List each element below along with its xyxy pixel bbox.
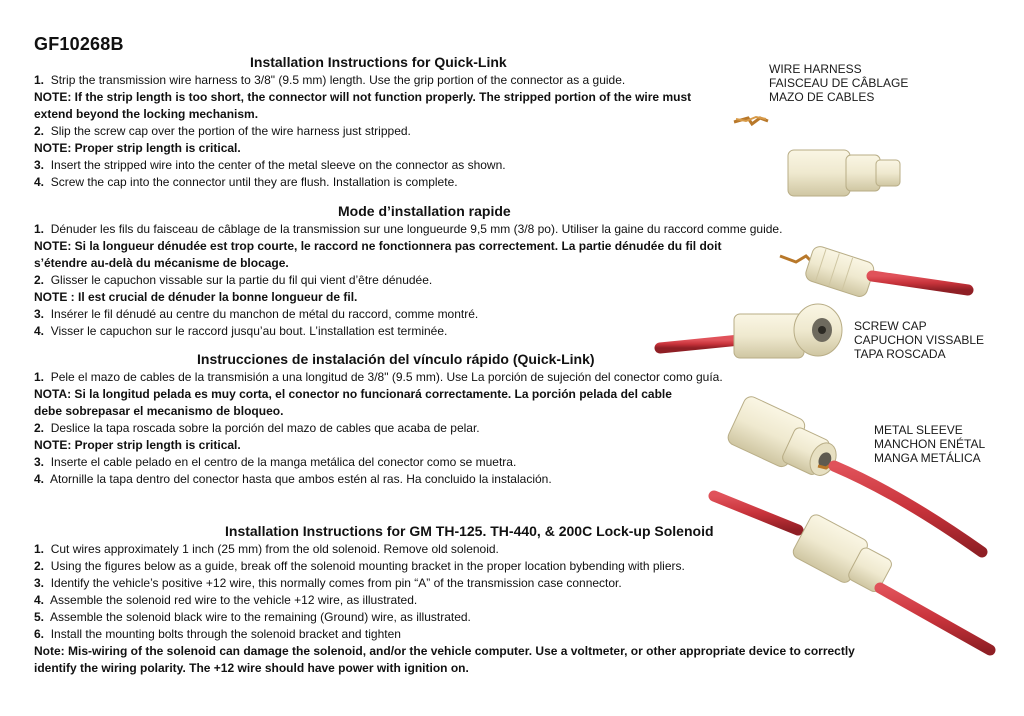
note-line: s’étendre au-delà du mécanisme de blocage. — [34, 256, 289, 270]
step-3: 3. Inserte el cable pelado en el centro de la manga metálica del conector como se muetra. — [34, 455, 517, 469]
label-wire-harness: WIRE HARNESS FAISCEAU DE CÂBLAGE MAZO DE CABLES — [769, 62, 909, 104]
note-line: NOTE : Il est crucial de dénuder la bonne longueur de fil. — [34, 290, 358, 304]
step-3: 3. Insert the stripped wire into the center of the metal sleeve on the connector as shown. — [34, 158, 506, 172]
section-heading-quick-link-fr: Mode d’installation rapide — [338, 203, 511, 219]
assembled-connector-diagonal-figure — [714, 496, 990, 650]
step-2: 2. Glisser le capuchon vissable sur la partie du fil qui vient d’être dénudée. — [34, 273, 433, 287]
step-6: 6. Install the mounting bolts through the solenoid bracket and tighten — [34, 627, 401, 641]
label-screw-cap: SCREW CAP CAPUCHON VISSABLE TAPA ROSCADA — [854, 319, 985, 361]
step-4: 4. Atornille la tapa dentro del conector hasta que ambos estén al ras. Ha concluido la instalación. — [34, 472, 552, 486]
document-title: GF10268B — [34, 34, 124, 54]
note-line: NOTA: Si la longitud pelada es muy corta, el conector no funcionará correctamente. La porción pelada del cable — [34, 387, 672, 401]
step-1: 1. Pele el mazo de cables de la transmisión a una longitud de 3/8" (9.5 mm). Use La porción de sujeción del conector como guía. — [34, 370, 723, 384]
step-2: 2. Using the figures below as a guide, break off the solenoid mounting bracket in the proper location bybending with pliers. — [34, 559, 685, 573]
note-line: NOTE: Proper strip length is critical. — [34, 141, 241, 155]
section-heading-lockup-solenoid: Installation Instructions for GM TH-125. TH-440, & 200C Lock-up Solenoid — [225, 523, 714, 539]
note-line: NOTE: Si la longueur dénudée est trop courte, le raccord ne fonctionnera pas correctement. La partie dénudée du fil doit — [34, 239, 722, 253]
step-2: 2. Deslice la tapa roscada sobre la porción del mazo de cables que acaba de pelar. — [34, 421, 480, 435]
step-4: 4. Screw the cap into the connector until they are flush. Installation is complete. — [34, 175, 458, 189]
step-1: 1. Strip the transmission wire harness to 3/8" (9.5 mm) length. Use the grip portion of the connector as a guide. — [34, 73, 626, 87]
note-line: debe sobrepasar el mecanismo de bloqueo. — [34, 404, 284, 418]
label-metal-sleeve: METAL SLEEVE MANCHON ENÉTAL MANGA METÁLICA — [874, 423, 986, 465]
note-line: NOTE: If the strip length is too short, the connector will not function properly. The stripped portion of the wire must — [34, 90, 692, 104]
step-1: 1. Cut wires approximately 1 inch (25 mm) from the old solenoid. Remove old solenoid. — [34, 542, 499, 556]
section-heading-quick-link-en: Installation Instructions for Quick-Link — [250, 54, 507, 70]
step-4: 4. Visser le capuchon sur le raccord jusqu’au bout. L’installation est terminée. — [34, 324, 448, 338]
warning-note-line: Note: Mis-wiring of the solenoid can damage the solenoid, and/or the vehicle computer. Use a voltmeter, or other appropriate device to correctly — [34, 644, 855, 658]
warning-note-line: identify the wiring polarity. The +12 wire should have power with ignition on. — [34, 661, 469, 675]
note-line: NOTE: Proper strip length is critical. — [34, 438, 241, 452]
connector-assembled-figure — [664, 150, 986, 196]
step-3: 3. Identify the vehicle’s positive +12 wire, this normally comes from pin “A” of the transmission case connector. — [34, 576, 622, 590]
step-5: 5. Assemble the solenoid black wire to the remaining (Ground) wire, as illustrated. — [34, 610, 471, 624]
wire-into-sleeve-figure — [726, 394, 982, 552]
section-heading-quick-link-es: Instrucciones de instalación del vínculo rápido (Quick-Link) — [197, 351, 595, 367]
step-2: 2. Slip the screw cap over the portion of the wire harness just stripped. — [34, 124, 411, 138]
note-line: extend beyond the locking mechanism. — [34, 107, 259, 121]
wire-harness-figure — [734, 117, 986, 124]
step-4: 4. Assemble the solenoid red wire to the vehicle +12 wire, as illustrated. — [34, 593, 418, 607]
step-3: 3. Insérer le fil dénudé au centre du manchon de métal du raccord, comme montré. — [34, 307, 479, 321]
step-1: 1. Dénuder les fils du faisceau de câblage de la transmission sur une longueurde 9,5 mm (3/8 po). Utiliser la gaine du raccord comme guide. — [34, 222, 783, 236]
connector-metal-sleeve-figure — [660, 304, 842, 358]
screw-cap-figure — [780, 245, 968, 299]
